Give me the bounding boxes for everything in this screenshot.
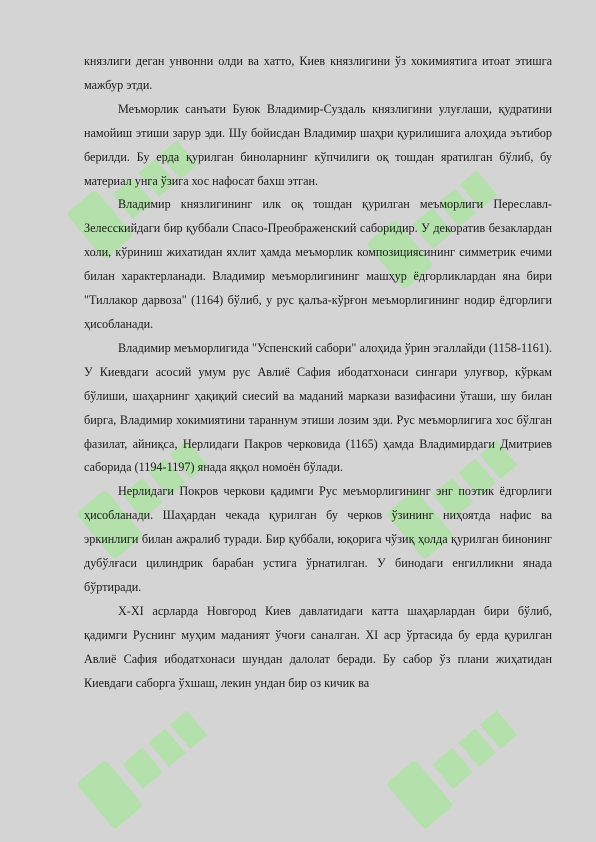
watermark-logo-icon	[70, 690, 220, 840]
paragraph: Владимир князлигининг илк оқ тошдан қурилган меъморлиги Переславл-Зелесскийдаги бир қуббали Спасо-Преображенский саборидир. У декоратив безаклардан холи, кўриниш жихатидан яхлит ҳамда меъморлик композициясининг симметрик ечими билан характерланади. Владимир меъморлигининг машҳур ёдгорликлардан яна бири "Тиллакор дарвоза" (1164) бўлиб, у рус қалъа-кўрғон меъморлигининг нодир ёдгорлиги ҳисобланади.	[84, 197, 552, 331]
paragraph: Меъморлик санъати Буюк Владимир-Суздаль князлигини улуғлаши, қудратини намойиш этиши зарур эди. Шу бойисдан Владимир шаҳри қурилишига алоҳида эътибор берилди. Бу ерда қурилган биноларнинг кўпчилиги оқ тошдан яратилган бўлиб, бу материал унга ўзига хос нафосат бахш этган.	[84, 101, 552, 188]
body-text	[84, 50, 552, 695]
paragraph: Владимир меъморлигида "Успенский сабори" алоҳида ўрин эгаллайди (1158-1161). У Киевдаги асосий умум рус Авлиё Сафия ибодатхонаси сингари улуғвор, кўркам бўлиши, шаҳарнинг ҳақиқий сиесий ва маданий маркази вазифасини ўташи, шу билан бирга, Владимир хокимиятини тараннум этиши лозим эди. Рус меъморлигига хос бўлган фазилат, айниқса, Нерлидаги Пакров черковида (1165) ҳамда Владимирдаги Дмитриев саборида (1194-1197) янада яққол номоён бўлади.	[84, 340, 552, 475]
paragraph: Нерлидаги Покров черкови қадимги Рус меъморлигининг энг поэтик ёдгорлиги ҳисобланади. Шаҳардан чекада қурилган бу черков ўзининг ниҳоятда нафис ва эркинлиги билан ажралиб туради. Бир қуббали, юқорига чўзиқ ҳолда қурилган бинонинг дубўлғаси цилиндрик барабан устига ўрнатилган. У бинодаги енгилликни янада бўртиради.	[84, 484, 552, 594]
paragraph: X-XI асрларда Новгород Киев давлатидаги катта шаҳарлардан бири бўлиб, қадимги Руснинг муҳим маданият ўчоғи саналган. XI аср ўртасида бу ерда қурилган Авлиё Сафия ибодатхонаси шундан далолат беради. Бу сабор ўз плани жиҳатидан Киевдаги саборга ўхшаш, лекин ундан бир оз кичик ва	[84, 603, 552, 690]
watermark-logo-icon	[380, 690, 530, 840]
paragraph: князлиги деган унвонни олди ва хатто, Киев князлигини ўз хокимиятига итоат этишга мажбур этди.	[84, 54, 552, 92]
